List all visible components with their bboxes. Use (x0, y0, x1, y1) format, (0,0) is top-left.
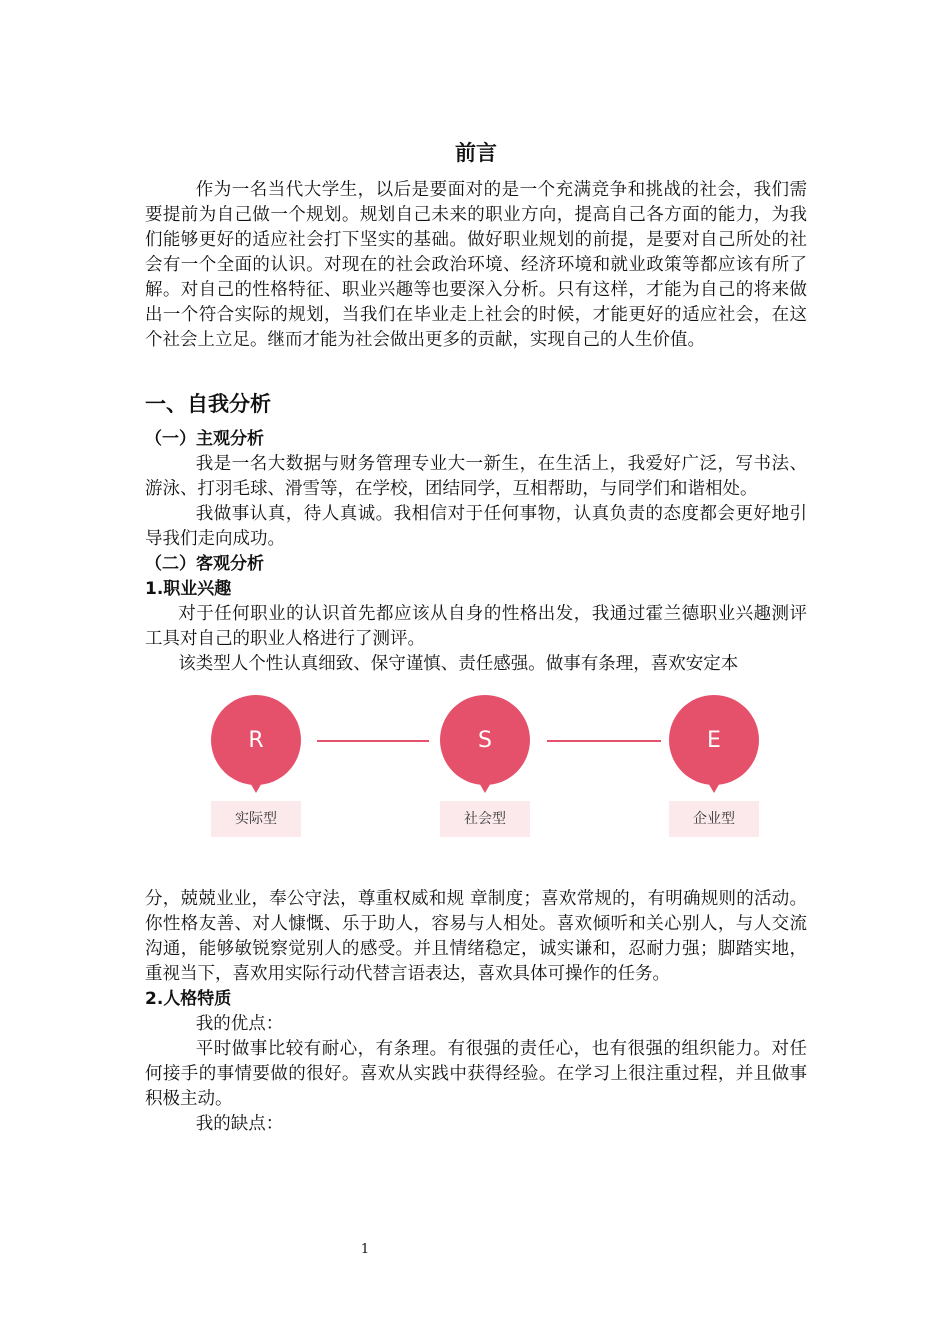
page-number: 1 (360, 1242, 370, 1257)
weaknesses-label: 我的缺点： (195, 1114, 284, 1134)
tag-realistic: 实际型 (211, 801, 301, 837)
strengths-label: 我的优点： (195, 1014, 284, 1034)
node-circle-r (211, 695, 301, 785)
node-letter-r: R (248, 727, 264, 753)
subjective-paragraph-1: 我是一名大数据与财务管理专业大一新生，在生活上，我爱好广泛，写书法、游泳、打羽毛球、滑雪等，在学校，团结同学，互相帮助，与同学们和谐相处。 (145, 454, 807, 499)
node-letter-e: E (707, 727, 721, 753)
section-heading-self-analysis: 一、自我分析 (145, 392, 271, 416)
node-circle-s (440, 695, 530, 785)
node-s (440, 695, 530, 785)
strengths-paragraph: 平时做事比较有耐心，有条理。有很强的责任心，也有很强的组织能力。对任何接手的事情要做的很好。喜欢从实践中获得经验。在学习上很注重过程，并且做事积极主动。 (145, 1039, 807, 1109)
page-content (145, 132, 807, 1137)
interest-paragraph-1: 对于任何职业的认识首先都应该从自身的性格出发，我通过霍兰德职业兴趣测评工具对自己的职业人格进行了测评。 (145, 604, 807, 649)
node-circle-e (669, 695, 759, 785)
tag-enterprising: 企业型 (669, 801, 759, 837)
interest-continuation-paragraph: 分，兢兢业业，奉公守法，尊重权威和规 章制度；喜欢常规的，有明确规则的活动。 你性格友善、对人慷慨、乐于助人，容易与人相处。喜欢倾听和关心别人，与人交流沟通，能够敏锐察觉别人的感受。并且情绪稳定，诚实谦和，忍耐力强；脚踏实地，重视当下，喜欢用实际行动代替言语表达，喜欢具体可操作的任务。 (145, 889, 807, 984)
tag-social: 社会型 (440, 801, 530, 837)
node-pointer-s (478, 781, 492, 793)
preface-title: 前言 (455, 141, 497, 165)
holland-code-diagram (145, 683, 807, 873)
node-pointer-r (249, 781, 263, 793)
subsection-heading-objective: （二）客观分析 (145, 554, 264, 574)
interest-paragraph-2: 该类型人个性认真细致、保守谨慎、责任感强。做事有条理，喜欢安定本 (178, 654, 739, 674)
connector-line-s-e (547, 740, 661, 742)
subjective-paragraph-2: 我做事认真，待人真诚。我相信对于任何事物，认真负责的态度都会更好地引导我们走向成功。 (145, 504, 807, 549)
connector-line-r-s (317, 740, 429, 742)
node-e (669, 695, 759, 785)
subsection-heading-subjective: （一）主观分析 (145, 429, 264, 449)
node-letter-s: S (478, 727, 492, 753)
preface-paragraph: 作为一名当代大学生，以后是要面对的是一个充满竞争和挑战的社会，我们需要提前为自己做一个规划。规划自己未来的职业方向，提高自己各方面的能力，为我们能够更好的适应社会打下坚实的基础。做好职业规划的前提，是要对自己所处的社会有一个全面的认识。对现在的社会政治环境、经济环境和就业政策等都应该有所了解。对自己的性格特征、职业兴趣等也要深入分析。只有这样，才能为自己的将来做出一个符合实际的规划，当我们在毕业走上社会的时候，才能更好的适应社会，在这个社会上立足。继而才能为社会做出更多的贡献，实现自己的人生价值。 (145, 180, 807, 350)
heading-personality-traits: 2.人格特质 (145, 989, 232, 1009)
node-pointer-e (707, 781, 721, 793)
node-r (211, 695, 301, 785)
heading-career-interest: 1.职业兴趣 (145, 579, 232, 599)
